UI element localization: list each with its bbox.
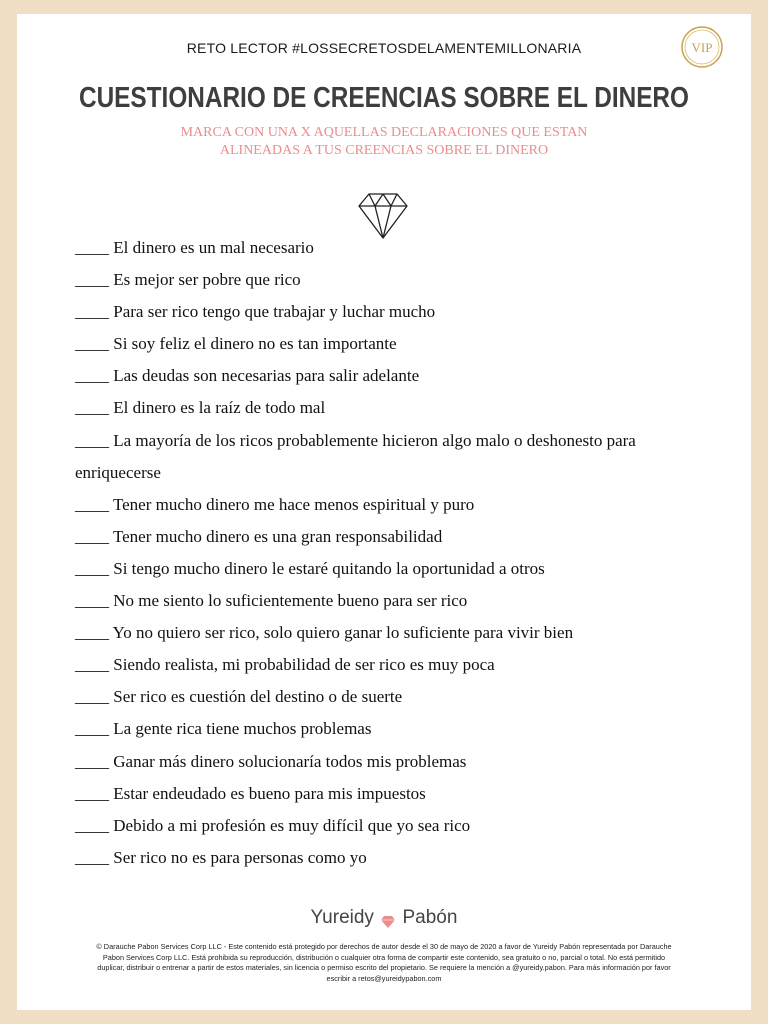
copyright-line-1: © Darauche Pabon Services Corp LLC - Este contenido está protegido por derechos de autor desde el 30 de mayo de 2020 a favor de Yureidy Pabón representada por Darauche — [96, 942, 672, 951]
copyright-line-2: Pabon Services Corp LLC. Está prohibida su reproducción, distribución o cualquier otra forma de compartir este contenido, sea gratuito o no, parcial o total. No está permitido — [102, 952, 666, 962]
challenge-tag: RETO LECTOR #LOSSECRETOSDELAMENTEMILLONARIA — [186, 40, 582, 56]
list-item: ____ Siendo realista, mi probabilidad de ser rico es muy poca — [75, 655, 495, 675]
list-item: ____ Debido a mi profesión es muy difícil que yo sea rico — [75, 815, 471, 835]
logo-last-name: Pabón — [402, 907, 458, 928]
list-item: ____ La gente rica tiene muchos problemas — [75, 719, 372, 739]
instructions — [17, 124, 751, 160]
list-item: ____ Estar endeudado es bueno para mis impuestos — [75, 783, 426, 803]
list-item: ____ Es mejor ser pobre que rico — [75, 270, 301, 290]
list-item: ____ El dinero es la raíz de todo mal — [75, 398, 326, 418]
copyright-notice — [67, 942, 701, 984]
list-item: ____ Ser rico no es para personas como yo — [75, 847, 367, 867]
list-item: ____ Yo no quiero ser rico, solo quiero ganar lo suficiente para vivir bien — [75, 623, 574, 643]
list-item: ____ Si soy feliz el dinero no es tan importante — [75, 334, 397, 354]
list-item: ____ Las deudas son necesarias para salir adelante — [75, 366, 420, 386]
page-title: CUESTIONARIO DE CREENCIAS SOBRE EL DINERO — [79, 82, 689, 114]
list-item: ____ Tener mucho dinero me hace menos espiritual y puro — [75, 494, 475, 514]
instructions-line-1: MARCA CON UNA X AQUELLAS DECLARACIONES QUE ESTAN — [180, 125, 588, 140]
vip-badge-text: VIP — [691, 40, 713, 55]
list-item: ____ No me siento lo suficientemente bueno para ser rico — [75, 591, 468, 611]
copyright-line-3: duplicar, distribuir o entrenar a partir de estos materiales, sin licencia o permiso escrito del propietario. Se requiere la mención a @yureidy.pabon. Para más información por favor — [97, 963, 671, 972]
list-item: ____ Ser rico es cuestión del destino o de suerte — [75, 687, 403, 707]
beliefs-list — [75, 232, 715, 874]
vip-badge-icon — [680, 25, 724, 69]
list-item: ____ Para ser rico tengo que trabajar y luchar mucho — [75, 302, 436, 322]
list-item: ____ Si tengo mucho dinero le estaré quitando la oportunidad a otros — [75, 558, 545, 578]
gem-icon — [381, 912, 395, 924]
list-item: ____ Tener mucho dinero es una gran responsabilidad — [75, 526, 443, 546]
worksheet-page — [17, 14, 751, 1010]
logo-first-name: Yureidy — [310, 907, 374, 928]
brand-logo — [17, 907, 751, 929]
list-item: ____ Ganar más dinero solucionaría todos mis problemas — [75, 751, 467, 771]
list-item: ____ La mayoría de los ricos probablemente hicieron algo malo o deshonesto para — [75, 430, 636, 450]
list-item: ____ El dinero es un mal necesario — [75, 238, 314, 257]
instructions-line-2: ALINEADAS A TUS CREENCIAS SOBRE EL DINERO — [219, 143, 549, 158]
copyright-line-4: escribir a retos@yureidypabon.com — [326, 973, 442, 983]
list-item-continuation: enriquecerse — [75, 462, 161, 482]
